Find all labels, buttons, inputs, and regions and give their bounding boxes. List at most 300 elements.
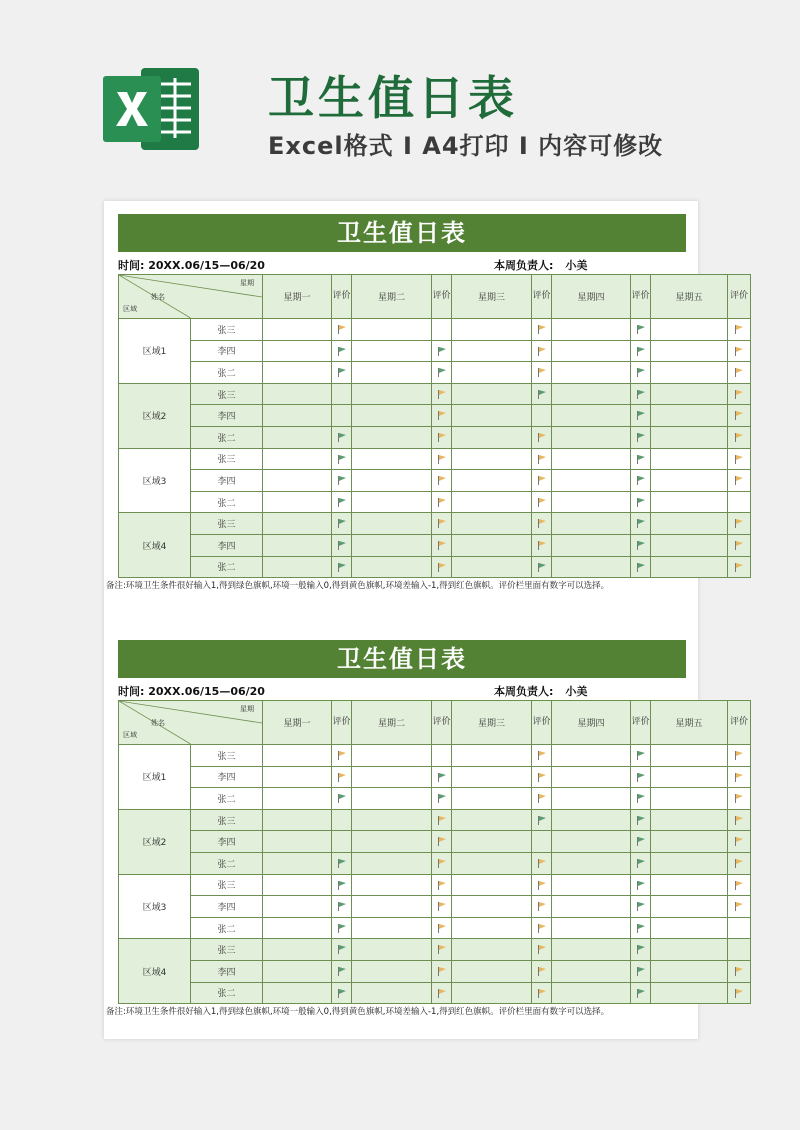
name-cell[interactable]: 张二 bbox=[191, 556, 263, 578]
duty-cell[interactable] bbox=[263, 426, 332, 448]
duty-cell[interactable] bbox=[352, 852, 432, 874]
duty-cell[interactable] bbox=[452, 556, 532, 578]
eval-cell[interactable] bbox=[532, 513, 552, 535]
eval-cell[interactable] bbox=[432, 491, 452, 513]
green-flag-icon bbox=[537, 389, 547, 399]
eval-cell[interactable] bbox=[532, 556, 552, 578]
green-flag-icon bbox=[636, 346, 646, 356]
area-cell: 区域1 bbox=[119, 319, 191, 384]
name-cell[interactable]: 张二 bbox=[191, 852, 263, 874]
eval-cell[interactable] bbox=[532, 809, 552, 831]
eval-cell[interactable] bbox=[432, 383, 452, 405]
eval-cell[interactable] bbox=[432, 960, 452, 982]
duty-cell[interactable] bbox=[651, 896, 728, 918]
duty-cell[interactable] bbox=[263, 491, 332, 513]
eval-cell[interactable] bbox=[532, 788, 552, 810]
owner-field bbox=[494, 257, 587, 273]
duty-cell[interactable] bbox=[651, 960, 728, 982]
duty-cell[interactable] bbox=[352, 939, 432, 961]
eval-cell[interactable] bbox=[332, 982, 352, 1004]
duty-cell[interactable] bbox=[352, 874, 432, 896]
duty-cell[interactable] bbox=[452, 340, 532, 362]
duty-cell[interactable] bbox=[352, 831, 432, 853]
eval-cell[interactable] bbox=[432, 852, 452, 874]
duty-cell[interactable] bbox=[263, 766, 332, 788]
duty-cell[interactable] bbox=[552, 491, 631, 513]
duty-cell[interactable] bbox=[651, 745, 728, 767]
eval-cell[interactable] bbox=[532, 874, 552, 896]
duty-cell[interactable] bbox=[452, 874, 532, 896]
duty-cell[interactable] bbox=[651, 917, 728, 939]
duty-cell[interactable] bbox=[651, 491, 728, 513]
corner-name-label: 姓名 bbox=[151, 293, 165, 301]
eval-cell[interactable] bbox=[728, 745, 751, 767]
name-cell[interactable]: 李四 bbox=[191, 766, 263, 788]
duty-cell[interactable] bbox=[452, 982, 532, 1004]
duty-cell[interactable] bbox=[452, 383, 532, 405]
eval-cell[interactable] bbox=[532, 939, 552, 961]
eval-cell[interactable] bbox=[432, 556, 452, 578]
duty-cell[interactable] bbox=[651, 362, 728, 384]
eval-cell[interactable] bbox=[631, 788, 651, 810]
eval-cell[interactable] bbox=[728, 852, 751, 874]
time-field bbox=[118, 683, 265, 699]
eval-cell[interactable] bbox=[631, 960, 651, 982]
table-row bbox=[119, 809, 751, 831]
duty-cell[interactable] bbox=[552, 556, 631, 578]
yellow-flag-icon bbox=[537, 772, 547, 782]
green-flag-icon bbox=[537, 815, 547, 825]
eval-cell[interactable] bbox=[728, 405, 751, 427]
eval-cell[interactable] bbox=[432, 405, 452, 427]
duty-cell[interactable] bbox=[452, 788, 532, 810]
eval-cell[interactable] bbox=[532, 340, 552, 362]
duty-cell[interactable] bbox=[452, 491, 532, 513]
eval-cell[interactable] bbox=[631, 874, 651, 896]
eval-cell[interactable] bbox=[728, 491, 751, 513]
eval-cell[interactable] bbox=[728, 513, 751, 535]
duty-cell[interactable] bbox=[263, 831, 332, 853]
eval-cell[interactable] bbox=[532, 319, 552, 341]
eval-cell[interactable] bbox=[432, 917, 452, 939]
owner-value[interactable]: 小美 bbox=[565, 259, 588, 272]
eval-cell[interactable] bbox=[332, 874, 352, 896]
eval-cell[interactable] bbox=[332, 362, 352, 384]
eval-cell[interactable] bbox=[332, 340, 352, 362]
eval-cell[interactable] bbox=[728, 319, 751, 341]
eval-header bbox=[728, 701, 751, 745]
eval-cell[interactable] bbox=[631, 491, 651, 513]
eval-cell[interactable] bbox=[332, 831, 352, 853]
eval-header-label: 评价 bbox=[432, 717, 451, 727]
eval-cell[interactable] bbox=[432, 426, 452, 448]
duty-cell[interactable] bbox=[552, 319, 631, 341]
duty-cell[interactable] bbox=[552, 852, 631, 874]
green-flag-icon bbox=[437, 368, 447, 378]
duty-cell[interactable] bbox=[651, 319, 728, 341]
duty-cell[interactable] bbox=[651, 874, 728, 896]
name-cell[interactable]: 张二 bbox=[191, 491, 263, 513]
duty-cell[interactable] bbox=[352, 383, 432, 405]
duty-cell[interactable] bbox=[452, 766, 532, 788]
eval-cell[interactable] bbox=[532, 831, 552, 853]
eval-cell[interactable] bbox=[631, 448, 651, 470]
duty-cell[interactable] bbox=[352, 513, 432, 535]
eval-cell[interactable] bbox=[728, 340, 751, 362]
eval-cell[interactable] bbox=[332, 896, 352, 918]
eval-cell[interactable] bbox=[532, 383, 552, 405]
duty-cell[interactable] bbox=[651, 426, 728, 448]
eval-cell[interactable] bbox=[631, 405, 651, 427]
eval-cell[interactable] bbox=[631, 513, 651, 535]
eval-cell[interactable] bbox=[631, 852, 651, 874]
day-header: 星期三 bbox=[452, 701, 532, 745]
duty-cell[interactable] bbox=[452, 426, 532, 448]
duty-cell[interactable] bbox=[552, 448, 631, 470]
eval-cell[interactable] bbox=[532, 917, 552, 939]
eval-cell[interactable] bbox=[631, 766, 651, 788]
duty-cell[interactable] bbox=[263, 809, 332, 831]
eval-cell[interactable] bbox=[532, 405, 552, 427]
eval-cell[interactable] bbox=[631, 383, 651, 405]
name-cell[interactable]: 张三 bbox=[191, 745, 263, 767]
name-cell[interactable]: 张三 bbox=[191, 874, 263, 896]
eval-cell[interactable] bbox=[432, 513, 452, 535]
duty-cell[interactable] bbox=[452, 448, 532, 470]
green-flag-icon bbox=[337, 519, 347, 529]
eval-cell[interactable] bbox=[631, 982, 651, 1004]
duty-cell[interactable] bbox=[352, 960, 432, 982]
eval-cell[interactable] bbox=[631, 745, 651, 767]
duty-cell[interactable] bbox=[352, 491, 432, 513]
duty-cell[interactable] bbox=[552, 896, 631, 918]
eval-cell[interactable] bbox=[631, 939, 651, 961]
duty-cell[interactable] bbox=[452, 470, 532, 492]
eval-cell[interactable] bbox=[332, 556, 352, 578]
yellow-flag-icon bbox=[337, 325, 347, 335]
duty-cell[interactable] bbox=[651, 383, 728, 405]
time-value[interactable]: 20XX.06/15—06/20 bbox=[148, 259, 265, 272]
eval-cell[interactable] bbox=[532, 491, 552, 513]
duty-cell[interactable] bbox=[552, 831, 631, 853]
duty-cell[interactable] bbox=[263, 534, 332, 556]
name-cell[interactable]: 张三 bbox=[191, 448, 263, 470]
duty-cell[interactable] bbox=[452, 319, 532, 341]
duty-cell[interactable] bbox=[263, 896, 332, 918]
duty-cell[interactable] bbox=[552, 960, 631, 982]
duty-cell[interactable] bbox=[552, 917, 631, 939]
duty-table bbox=[118, 700, 751, 1004]
duty-cell[interactable] bbox=[452, 362, 532, 384]
duty-cell[interactable] bbox=[352, 896, 432, 918]
name-cell[interactable]: 张二 bbox=[191, 917, 263, 939]
duty-cell[interactable] bbox=[452, 939, 532, 961]
eval-cell[interactable] bbox=[631, 896, 651, 918]
duty-cell[interactable] bbox=[263, 383, 332, 405]
name-cell[interactable]: 李四 bbox=[191, 831, 263, 853]
name-cell[interactable]: 张三 bbox=[191, 319, 263, 341]
duty-cell[interactable] bbox=[651, 788, 728, 810]
duty-cell[interactable] bbox=[452, 405, 532, 427]
eval-cell[interactable] bbox=[532, 852, 552, 874]
duty-cell[interactable] bbox=[263, 852, 332, 874]
eval-cell[interactable] bbox=[728, 470, 751, 492]
duty-cell[interactable] bbox=[352, 426, 432, 448]
name-cell[interactable]: 张二 bbox=[191, 426, 263, 448]
duty-cell[interactable] bbox=[263, 788, 332, 810]
duty-cell[interactable] bbox=[263, 917, 332, 939]
duty-cell[interactable] bbox=[651, 982, 728, 1004]
duty-cell[interactable] bbox=[651, 766, 728, 788]
eval-cell[interactable] bbox=[432, 939, 452, 961]
eval-header-label: 评价 bbox=[332, 717, 351, 727]
duty-cell[interactable] bbox=[263, 470, 332, 492]
duty-cell[interactable] bbox=[651, 556, 728, 578]
eval-cell[interactable] bbox=[631, 319, 651, 341]
duty-cell[interactable] bbox=[263, 745, 332, 767]
time-value[interactable]: 20XX.06/15—06/20 bbox=[148, 685, 265, 698]
eval-cell[interactable] bbox=[631, 470, 651, 492]
eval-cell[interactable] bbox=[432, 874, 452, 896]
eval-cell[interactable] bbox=[728, 939, 751, 961]
green-flag-icon bbox=[636, 902, 646, 912]
eval-header-label: 评价 bbox=[631, 291, 650, 301]
green-flag-icon bbox=[636, 988, 646, 998]
eval-cell[interactable] bbox=[432, 319, 452, 341]
eval-cell[interactable] bbox=[532, 896, 552, 918]
eval-cell[interactable] bbox=[532, 426, 552, 448]
green-flag-icon bbox=[636, 562, 646, 572]
duty-cell[interactable] bbox=[263, 340, 332, 362]
duty-cell[interactable] bbox=[552, 745, 631, 767]
duty-cell[interactable] bbox=[352, 982, 432, 1004]
duty-cell[interactable] bbox=[352, 745, 432, 767]
eval-cell[interactable] bbox=[728, 831, 751, 853]
eval-cell[interactable] bbox=[532, 534, 552, 556]
eval-cell[interactable] bbox=[631, 917, 651, 939]
eval-cell[interactable] bbox=[728, 896, 751, 918]
duty-cell[interactable] bbox=[651, 809, 728, 831]
eval-cell[interactable] bbox=[332, 917, 352, 939]
duty-cell[interactable] bbox=[352, 534, 432, 556]
eval-cell[interactable] bbox=[332, 852, 352, 874]
name-cell[interactable]: 李四 bbox=[191, 340, 263, 362]
eval-cell[interactable] bbox=[728, 556, 751, 578]
duty-cell[interactable] bbox=[452, 917, 532, 939]
duty-cell[interactable] bbox=[352, 788, 432, 810]
eval-cell[interactable] bbox=[631, 831, 651, 853]
duty-cell[interactable] bbox=[552, 809, 631, 831]
duty-cell[interactable] bbox=[552, 874, 631, 896]
eval-cell[interactable] bbox=[631, 534, 651, 556]
eval-cell[interactable] bbox=[631, 556, 651, 578]
eval-cell[interactable] bbox=[432, 745, 452, 767]
time-label: 时间: bbox=[118, 259, 145, 272]
eval-cell[interactable] bbox=[532, 960, 552, 982]
duty-cell[interactable] bbox=[552, 362, 631, 384]
duty-cell[interactable] bbox=[552, 340, 631, 362]
eval-cell[interactable] bbox=[631, 362, 651, 384]
green-flag-icon bbox=[337, 476, 347, 486]
duty-cell[interactable] bbox=[263, 319, 332, 341]
eval-cell[interactable] bbox=[332, 405, 352, 427]
duty-cell[interactable] bbox=[651, 513, 728, 535]
name-cell[interactable]: 李四 bbox=[191, 960, 263, 982]
yellow-flag-icon bbox=[537, 476, 547, 486]
excel-logo-icon bbox=[103, 62, 203, 156]
area-cell: 区域4 bbox=[119, 939, 191, 1004]
duty-cell[interactable] bbox=[263, 513, 332, 535]
duty-cell[interactable] bbox=[552, 982, 631, 1004]
eval-cell[interactable] bbox=[332, 448, 352, 470]
eval-cell[interactable] bbox=[332, 534, 352, 556]
eval-cell[interactable] bbox=[432, 470, 452, 492]
duty-cell[interactable] bbox=[263, 362, 332, 384]
duty-cell[interactable] bbox=[552, 534, 631, 556]
name-cell[interactable]: 张二 bbox=[191, 788, 263, 810]
duty-cell[interactable] bbox=[552, 426, 631, 448]
eval-cell[interactable] bbox=[432, 831, 452, 853]
eval-cell[interactable] bbox=[332, 766, 352, 788]
name-cell[interactable]: 李四 bbox=[191, 896, 263, 918]
eval-cell[interactable] bbox=[728, 766, 751, 788]
name-cell[interactable]: 李四 bbox=[191, 534, 263, 556]
duty-cell[interactable] bbox=[352, 809, 432, 831]
eval-cell[interactable] bbox=[728, 874, 751, 896]
eval-cell[interactable] bbox=[728, 960, 751, 982]
eval-cell[interactable] bbox=[432, 809, 452, 831]
duty-cell[interactable] bbox=[452, 513, 532, 535]
eval-cell[interactable] bbox=[432, 766, 452, 788]
duty-cell[interactable] bbox=[452, 960, 532, 982]
duty-cell[interactable] bbox=[651, 448, 728, 470]
duty-cell[interactable] bbox=[651, 534, 728, 556]
duty-cell[interactable] bbox=[651, 340, 728, 362]
duty-cell[interactable] bbox=[651, 852, 728, 874]
owner-value[interactable]: 小美 bbox=[565, 685, 588, 698]
name-cell[interactable]: 张三 bbox=[191, 383, 263, 405]
eval-cell[interactable] bbox=[432, 896, 452, 918]
duty-cell[interactable] bbox=[452, 745, 532, 767]
eval-cell[interactable] bbox=[332, 319, 352, 341]
eval-cell[interactable] bbox=[332, 513, 352, 535]
duty-cell[interactable] bbox=[452, 809, 532, 831]
eval-cell[interactable] bbox=[728, 788, 751, 810]
duty-cell[interactable] bbox=[352, 362, 432, 384]
name-cell[interactable]: 李四 bbox=[191, 470, 263, 492]
eval-cell[interactable] bbox=[532, 448, 552, 470]
yellow-flag-icon bbox=[734, 540, 744, 550]
duty-cell[interactable] bbox=[552, 766, 631, 788]
eval-cell[interactable] bbox=[432, 340, 452, 362]
eval-cell[interactable] bbox=[728, 448, 751, 470]
eval-cell[interactable] bbox=[332, 383, 352, 405]
eval-cell[interactable] bbox=[332, 491, 352, 513]
name-cell[interactable]: 张二 bbox=[191, 362, 263, 384]
duty-cell[interactable] bbox=[452, 896, 532, 918]
eval-cell[interactable] bbox=[432, 534, 452, 556]
duty-cell[interactable] bbox=[452, 534, 532, 556]
duty-cell[interactable] bbox=[651, 405, 728, 427]
eval-cell[interactable] bbox=[532, 745, 552, 767]
duty-cell[interactable] bbox=[352, 917, 432, 939]
duty-cell[interactable] bbox=[352, 448, 432, 470]
duty-cell[interactable] bbox=[263, 874, 332, 896]
eval-cell[interactable] bbox=[432, 362, 452, 384]
duty-cell[interactable] bbox=[651, 939, 728, 961]
name-cell[interactable]: 张三 bbox=[191, 513, 263, 535]
eval-cell[interactable] bbox=[728, 534, 751, 556]
duty-cell[interactable] bbox=[651, 831, 728, 853]
duty-cell[interactable] bbox=[263, 939, 332, 961]
name-cell[interactable]: 张三 bbox=[191, 939, 263, 961]
eval-cell[interactable] bbox=[631, 426, 651, 448]
eval-cell[interactable] bbox=[728, 809, 751, 831]
eval-cell[interactable] bbox=[631, 809, 651, 831]
duty-cell[interactable] bbox=[352, 319, 432, 341]
duty-cell[interactable] bbox=[552, 939, 631, 961]
green-flag-icon bbox=[437, 794, 447, 804]
eval-cell[interactable] bbox=[532, 766, 552, 788]
yellow-flag-icon bbox=[734, 476, 744, 486]
eval-cell[interactable] bbox=[432, 448, 452, 470]
duty-cell[interactable] bbox=[263, 960, 332, 982]
eval-cell[interactable] bbox=[432, 982, 452, 1004]
duty-cell[interactable] bbox=[651, 470, 728, 492]
duty-cell[interactable] bbox=[452, 831, 532, 853]
eval-cell[interactable] bbox=[728, 917, 751, 939]
duty-cell[interactable] bbox=[552, 405, 631, 427]
eval-cell[interactable] bbox=[728, 383, 751, 405]
eval-cell[interactable] bbox=[532, 362, 552, 384]
eval-cell[interactable] bbox=[332, 939, 352, 961]
eval-cell[interactable] bbox=[532, 982, 552, 1004]
eval-cell[interactable] bbox=[532, 470, 552, 492]
eval-cell[interactable] bbox=[728, 982, 751, 1004]
eval-cell[interactable] bbox=[332, 960, 352, 982]
duty-cell[interactable] bbox=[552, 470, 631, 492]
name-cell[interactable]: 李四 bbox=[191, 405, 263, 427]
name-cell[interactable]: 张三 bbox=[191, 809, 263, 831]
eval-cell[interactable] bbox=[332, 788, 352, 810]
duty-cell[interactable] bbox=[263, 556, 332, 578]
duty-cell[interactable] bbox=[352, 405, 432, 427]
duty-cell[interactable] bbox=[352, 340, 432, 362]
table-row bbox=[119, 745, 751, 767]
duty-cell[interactable] bbox=[552, 383, 631, 405]
eval-cell[interactable] bbox=[728, 426, 751, 448]
duty-cell[interactable] bbox=[263, 982, 332, 1004]
duty-cell[interactable] bbox=[552, 788, 631, 810]
duty-cell[interactable] bbox=[352, 766, 432, 788]
eval-cell[interactable] bbox=[728, 362, 751, 384]
green-flag-icon bbox=[636, 368, 646, 378]
duty-cell[interactable] bbox=[352, 470, 432, 492]
eval-cell[interactable] bbox=[332, 745, 352, 767]
table-row bbox=[119, 362, 751, 384]
eval-cell[interactable] bbox=[332, 426, 352, 448]
duty-cell[interactable] bbox=[552, 513, 631, 535]
duty-cell[interactable] bbox=[263, 448, 332, 470]
eval-cell[interactable] bbox=[332, 809, 352, 831]
name-cell[interactable]: 张二 bbox=[191, 982, 263, 1004]
eval-cell[interactable] bbox=[332, 470, 352, 492]
duty-cell[interactable] bbox=[452, 852, 532, 874]
eval-cell[interactable] bbox=[432, 788, 452, 810]
duty-cell[interactable] bbox=[263, 405, 332, 427]
duty-cell[interactable] bbox=[352, 556, 432, 578]
eval-cell[interactable] bbox=[631, 340, 651, 362]
